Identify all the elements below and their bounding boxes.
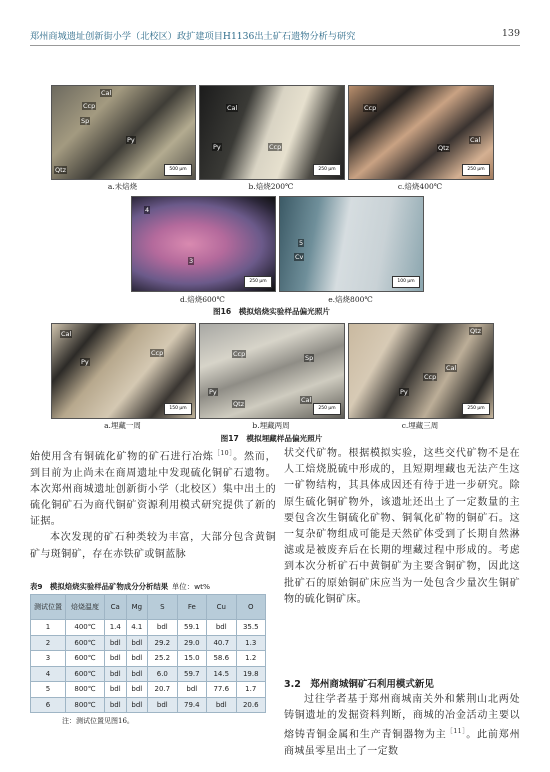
mineral-label: Qtz	[233, 400, 245, 408]
table-row	[31, 651, 266, 667]
mineral-label: Cal	[446, 364, 457, 372]
table-cell: bdl	[207, 697, 236, 713]
table-cell: bdl	[105, 651, 127, 667]
photo-buried-1week	[51, 323, 196, 419]
table-cell: 600℃	[66, 635, 105, 651]
table-cell: 40.7	[207, 635, 236, 651]
photo-buried-3weeks	[348, 323, 494, 419]
mineral-label: Py	[209, 388, 217, 396]
paragraph: 状交代矿物。根据模拟实验，这些交代矿物不是在人工焙烧脱硫中形成的，且短期埋藏也无法产生这一矿物结构，其具体成因还有待于进一步研究。除原生硫化铜矿物外，该遗址还出土了一定数量的主要包含次生铜硫化矿物、铜氧化矿物的铜矿石。这一复杂矿物组成可能是天然矿体受到了长期自然淋滤或是被废弃后在长期的埋藏过程中形成的。考虑到本次分析矿石中黄铜矿为主要含铜矿物，因此这批矿石的原始铜矿床应当为一处包含少量次生铜矿物的硫化铜矿床。	[284, 448, 520, 605]
right-column-text-2	[284, 692, 520, 760]
mineral-label: Ccp	[83, 102, 96, 110]
table-header-cell: 焙烧温度	[66, 595, 105, 620]
table-header-cell: Cu	[207, 595, 236, 620]
table-cell: 1.3	[236, 635, 266, 651]
table-cell: 25.2	[148, 651, 177, 667]
mineral-label: Cal	[470, 136, 481, 144]
table-cell: 20.7	[148, 682, 177, 698]
table-cell: bdl	[126, 697, 148, 713]
mineral-label: Ccp	[269, 143, 282, 151]
table-row	[31, 666, 266, 682]
table-cell: bdl	[105, 635, 127, 651]
scale-bar: 250 μm	[313, 403, 341, 415]
figure-caption-a: a.未焙烧	[107, 182, 138, 191]
table-cell: 1.7	[236, 682, 266, 698]
table-header-cell: 测试位置	[31, 595, 66, 620]
figure-caption-a: a.埋藏一周	[104, 421, 141, 430]
table-cell: bdl	[126, 666, 148, 682]
header-rule	[30, 45, 520, 46]
mineral-label: 3	[189, 257, 194, 265]
table-cell: 58.6	[207, 651, 236, 667]
mineral-label: Py	[81, 358, 89, 366]
citation: ［11］	[446, 728, 467, 736]
mineral-label: Py	[127, 136, 135, 144]
mineral-label: Cv	[295, 253, 304, 261]
table-header-cell: O	[236, 595, 266, 620]
table-cell: 29.0	[177, 635, 206, 651]
scale-bar: 100 μm	[392, 276, 420, 288]
table9-note: 注：测试位置见图16。	[62, 717, 134, 725]
figure-caption-b: b.焙烧200℃	[248, 182, 294, 191]
mineral-label: Ccp	[151, 349, 164, 357]
photo-unroasted	[51, 85, 196, 180]
table-cell: 600℃	[66, 651, 105, 667]
paragraph: 始使用含有铜硫化矿物的矿石进行冶炼$^{[10]}$。然而，到目前为止尚未在商周遗址中发现硫化铜矿石遗物。本次郑州商城遗址创新街小学（北校区）集中出土的硫化铜矿石为商代铜矿资源利用模式研究提供了新的证据。	[30, 450, 276, 528]
table-cell: bdl	[105, 666, 127, 682]
table-header-cell: Fe	[177, 595, 206, 620]
table-cell: 2	[31, 635, 66, 651]
table-cell: 79.4	[177, 697, 206, 713]
scale-bar: 500 μm	[164, 164, 192, 176]
scale-bar: 250 μm	[462, 403, 490, 415]
table-header-cell: Ca	[105, 595, 127, 620]
table9-title: 表9 模拟焙烧实验样品矿物成分分析结果 单位：wt%	[30, 582, 211, 591]
table-cell: bdl	[148, 620, 177, 636]
table-cell: 4.1	[126, 620, 148, 636]
mineral-label: Cal	[61, 330, 72, 338]
table-cell: 77.6	[207, 682, 236, 698]
mineral-label: Cal	[101, 89, 112, 97]
table-cell: 4	[31, 666, 66, 682]
mineral-label: Ccp	[424, 373, 437, 381]
mineral-label: Cal	[301, 396, 312, 404]
mineral-label: Py	[213, 143, 221, 151]
table-row	[31, 682, 266, 698]
table-cell: 14.5	[207, 666, 236, 682]
table-cell: 400℃	[66, 620, 105, 636]
mineral-label: 5	[299, 239, 304, 247]
table-cell: 29.2	[148, 635, 177, 651]
right-column-text	[284, 446, 520, 608]
photo-buried-2weeks	[199, 323, 345, 419]
table-cell: 1.2	[236, 651, 266, 667]
table-cell: 6.0	[148, 666, 177, 682]
running-title: 郑州商城遗址创新街小学（北校区）政扩建项目H1136出土矿石遗物分析与研究	[30, 31, 356, 42]
photo-roasted-800	[279, 196, 424, 292]
table-row	[31, 635, 266, 651]
table-cell: bdl	[105, 697, 127, 713]
photo-roasted-400	[348, 85, 494, 180]
table-cell: 3	[31, 651, 66, 667]
mineral-label: 4	[145, 206, 150, 214]
paragraph: 本次发现的矿石种类较为丰富，大部分包含黄铜矿与斑铜矿，存在赤铁矿或铜蓝脉	[30, 532, 276, 560]
citation: ［10］	[213, 450, 234, 457]
table-cell: 800℃	[66, 682, 105, 698]
table-cell: bdl	[207, 620, 236, 636]
scale-bar: 250 μm	[244, 276, 272, 288]
figure16-caption: 图16 模拟焙烧实验样品偏光照片	[213, 307, 330, 316]
table-cell: 35.5	[236, 620, 266, 636]
table-cell: 600℃	[66, 666, 105, 682]
figure-caption-d: d.焙烧600℃	[180, 295, 225, 304]
figure-caption-c: c.埋藏三周	[401, 421, 439, 430]
table-cell: bdl	[126, 635, 148, 651]
left-column-text	[30, 446, 276, 563]
table-header-cell: Mg	[126, 595, 148, 620]
mineral-label: Cal	[227, 104, 238, 112]
figure-caption-c: c.焙烧400℃	[397, 182, 443, 191]
figure-caption-b: b.埋藏两周	[252, 421, 290, 430]
mineral-label: Sp	[81, 117, 90, 125]
scale-bar: 250 μm	[313, 164, 341, 176]
scale-bar: 250 μm	[462, 164, 490, 176]
table-row	[31, 697, 266, 713]
mineral-label: Qtz	[55, 166, 67, 174]
figure-caption-e: e.焙烧800℃	[328, 295, 373, 304]
table-header-row	[31, 595, 266, 620]
table-row	[31, 620, 266, 636]
table-cell: 59.7	[177, 666, 206, 682]
section-heading: 3.2 郑州商城铜矿石利用模式新见	[284, 679, 434, 690]
table-cell: bdl	[126, 682, 148, 698]
mineral-label: Ccp	[364, 104, 377, 112]
mineral-label: Qtz	[438, 144, 450, 152]
table-cell: 15.0	[177, 651, 206, 667]
table-cell: 1.4	[105, 620, 127, 636]
page-number: 139	[501, 28, 520, 39]
table-cell: 1	[31, 620, 66, 636]
photo-roasted-200	[199, 85, 345, 180]
table-cell: bdl	[105, 682, 127, 698]
mineral-label: Qtz	[470, 327, 482, 335]
table9	[30, 594, 266, 713]
figure17-caption: 图17 模拟埋藏样品偏光照片	[220, 434, 323, 443]
table-cell: bdl	[148, 697, 177, 713]
table-cell: 6	[31, 697, 66, 713]
running-header	[30, 28, 520, 44]
photo-roasted-600	[131, 196, 276, 292]
table-cell: bdl	[126, 651, 148, 667]
table-cell: 5	[31, 682, 66, 698]
table-cell: 20.6	[236, 697, 266, 713]
mineral-label: Sp	[305, 354, 314, 362]
table-header-cell: S	[148, 595, 177, 620]
scale-bar: 150 μm	[164, 403, 192, 415]
table-cell: 800℃	[66, 697, 105, 713]
mineral-label: Py	[400, 388, 408, 396]
table-cell: bdl	[177, 682, 206, 698]
paragraph: 过往学者基于郑州商城南关外和紫荆山北两处铸铜遗址的发掘资料判断，商城的冶金活动主要以熔铸青铜金属和生产青铜器物为主$^{[11]}$。此前郑州商城虽零星出土了一定数	[284, 694, 521, 757]
mineral-label: Ccp	[233, 350, 246, 358]
table-cell: 19.8	[236, 666, 266, 682]
table-cell: 59.1	[177, 620, 206, 636]
